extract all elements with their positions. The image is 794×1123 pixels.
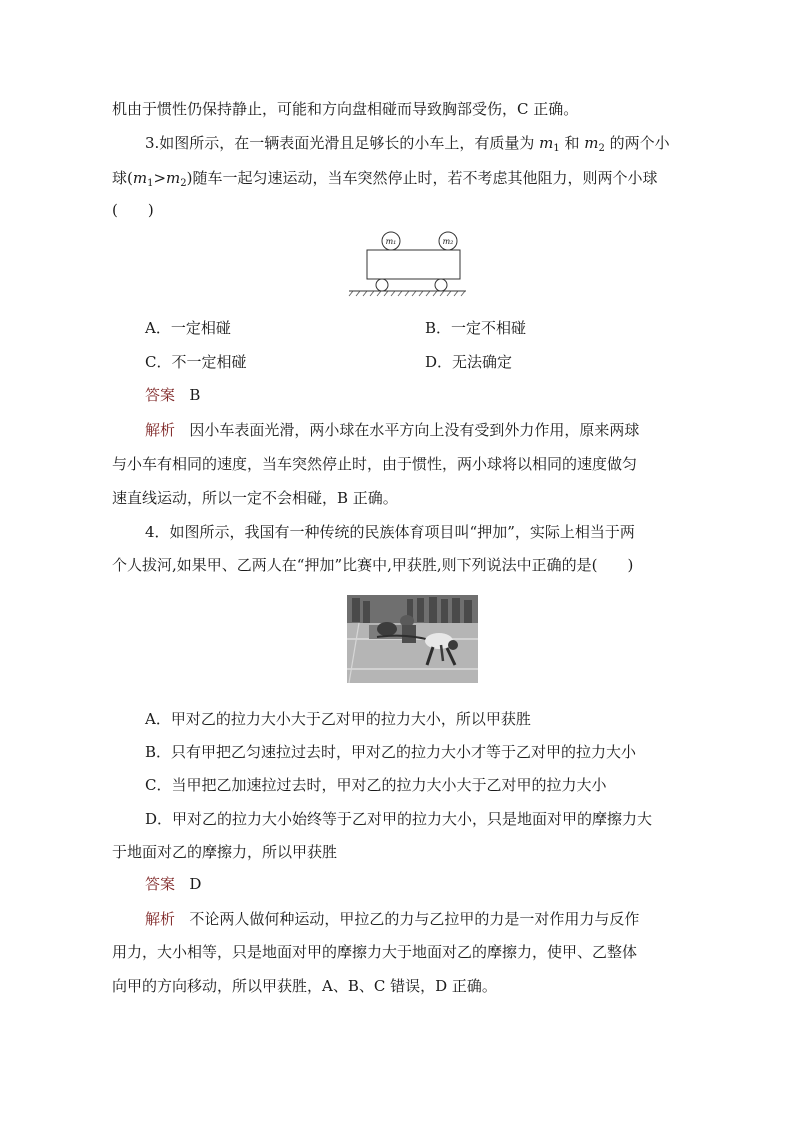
cart-body bbox=[367, 250, 460, 279]
cart-wheel-left bbox=[376, 279, 388, 291]
q4-answer-label: 答案 bbox=[145, 875, 176, 893]
q3-stem-line2: 球$(m_1>m_2)$随车一起匀速运动，当车突然停止时，若不考虑其他阻力，则两个小球 bbox=[112, 169, 658, 189]
q4-option-c: C．当甲把乙加速拉过去时，甲对乙的拉力大小大于乙对甲的拉力大小 bbox=[145, 776, 607, 794]
q4-stem-line2: 个人拔河,如果甲、乙两人在“押加”比赛中,甲获胜,则下列说法中正确的是( ) bbox=[112, 556, 634, 574]
q3-stem-line1: 3.如图所示，在一辆表面光滑且足够长的小车上，有质量为 $m_1$ 和 $m_2$ 的两个小 bbox=[145, 134, 670, 154]
q4-option-d-line2: 于地面对乙的摩擦力，所以甲获胜 bbox=[112, 843, 338, 861]
q3-option-a: A．一定相碰 bbox=[145, 319, 231, 337]
ground-hatch bbox=[349, 291, 465, 296]
q3-option-c: C．不一定相碰 bbox=[145, 353, 247, 371]
q4-analysis-line1: 解析 不论两人做何种运动，甲拉乙的力与乙拉甲的力是一对作用力与反作 bbox=[145, 910, 640, 928]
yajia-photo bbox=[347, 595, 478, 683]
q3-answer-paren: ( ) bbox=[112, 201, 154, 219]
q3-analysis-line2: 与小车有相同的速度，当车突然停止时，由于惯性，两小球将以相同的速度做匀 bbox=[112, 455, 638, 473]
q3-option-d: D．无法确定 bbox=[425, 353, 513, 371]
q4-option-b: B．只有甲把乙匀速拉过去时，甲对乙的拉力大小才等于乙对甲的拉力大小 bbox=[145, 743, 637, 761]
cart-wheel-right bbox=[435, 279, 447, 291]
q3-answer bbox=[145, 384, 200, 406]
q3-answer-label: 答案 bbox=[145, 386, 176, 404]
cart-figure bbox=[345, 228, 470, 298]
q3-analysis-line1: 解析 因小车表面光滑，两小球在水平方向上没有受到外力作用，原来两球 bbox=[145, 421, 640, 439]
q4-analysis-label: 解析 bbox=[145, 910, 176, 928]
q4-option-d-line1: D．甲对乙的拉力大小始终等于乙对甲的拉力大小，只是地面对甲的摩擦力大 bbox=[145, 810, 653, 828]
q3-option-b: B．一定不相碰 bbox=[425, 319, 527, 337]
q4-analysis-line2: 用力，大小相等，只是地面对甲的摩擦力大于地面对乙的摩擦力，使甲、乙整体 bbox=[112, 943, 638, 961]
q4-stem-line1: 4．如图所示，我国有一种传统的民族体育项目叫“押加”，实际上相当于两 bbox=[145, 523, 635, 541]
q3-analysis-label: 解析 bbox=[145, 421, 176, 439]
q4-answer bbox=[145, 873, 201, 895]
ball-m1-label: m₁ bbox=[385, 237, 397, 246]
q3-analysis-line3: 速直线运动，所以一定不会相碰，B 正确。 bbox=[112, 489, 398, 507]
q4-analysis-line3: 向甲的方向移动，所以甲获胜，A、B、C 错误，D 正确。 bbox=[112, 977, 497, 995]
q4-answer-value: D bbox=[189, 875, 202, 893]
ball-m2-label: m₂ bbox=[442, 237, 454, 246]
prev-answer-text: 机由于惯性仍保持静止，可能和方向盘相碰而导致胸部受伤，C 正确。 bbox=[112, 100, 579, 118]
q4-option-a: A．甲对乙的拉力大小大于乙对甲的拉力大小，所以甲获胜 bbox=[145, 710, 531, 728]
q3-answer-value: B bbox=[189, 386, 201, 404]
